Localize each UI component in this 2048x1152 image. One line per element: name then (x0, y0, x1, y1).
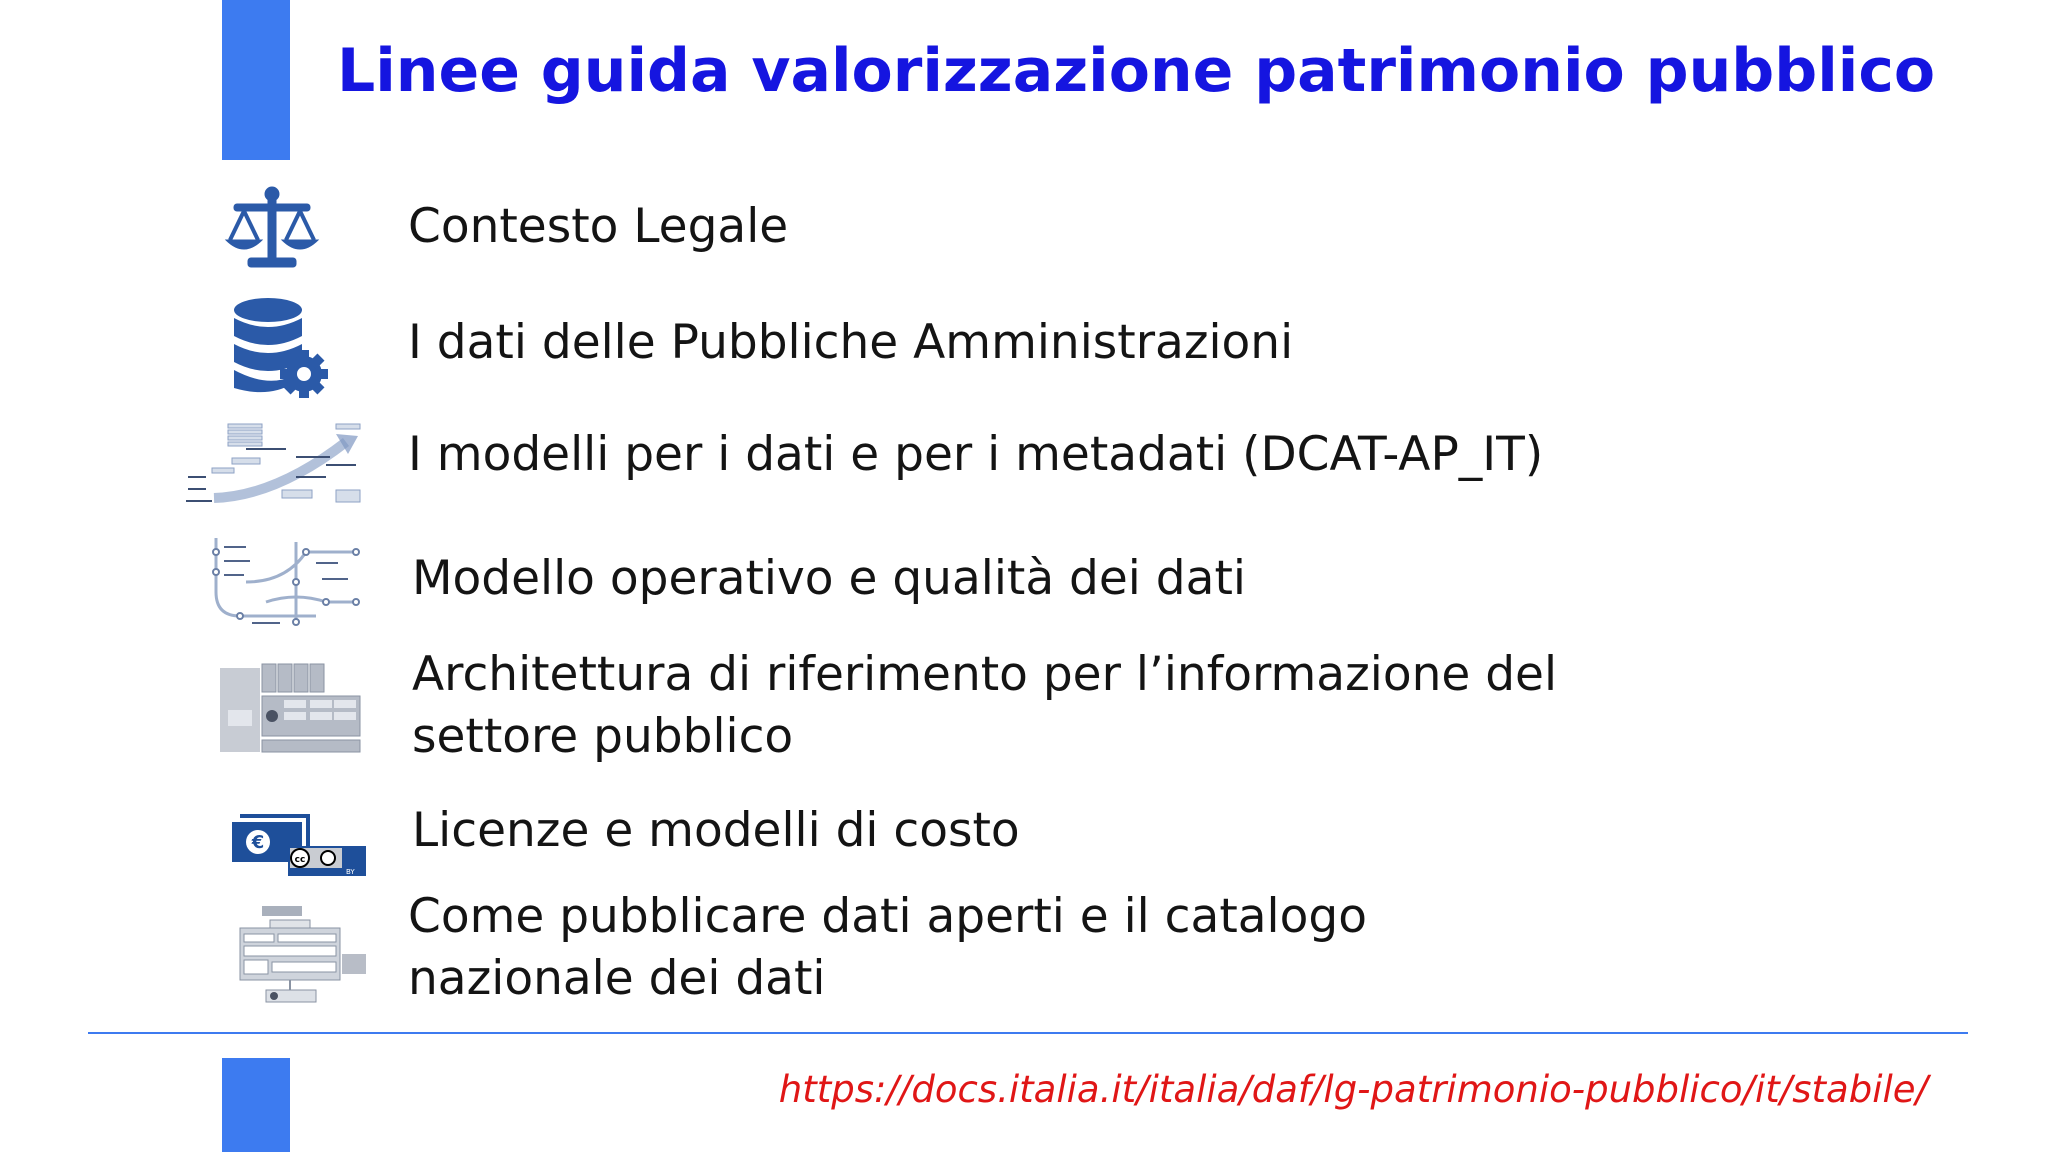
database-gear-icon (230, 296, 330, 400)
item-line: Licenze e modelli di costo (412, 803, 1020, 858)
catalog-diagram-icon (228, 904, 368, 1004)
item-architettura (412, 644, 1557, 768)
architecture-diagram-icon (218, 660, 362, 756)
item-pubblicare-catalogo (408, 886, 1367, 1010)
slide-title: Linee guida valorizzazione patrimonio pubblico (337, 36, 1936, 106)
item-line: I dati delle Pubbliche Amministrazioni (408, 315, 1294, 370)
item-line: nazionale dei dati (408, 951, 826, 1006)
footer-url-link[interactable]: https://docs.italia.it/italia/daf/lg-patrimonio-pubblico/it/stabile/ (778, 1068, 1928, 1111)
svg-text:€: € (251, 832, 265, 853)
item-modello-operativo (412, 548, 1246, 610)
license-euro-cc-icon (232, 814, 368, 878)
scales-icon (222, 184, 322, 272)
item-line: Contesto Legale (408, 199, 789, 254)
item-line: settore pubblico (412, 709, 794, 764)
item-modelli-metadati (408, 424, 1543, 486)
accent-bar-bottom (222, 1058, 290, 1152)
item-line: Architettura di riferimento per l’informazione del (412, 647, 1558, 702)
item-dati-pa (408, 312, 1293, 374)
item-line: Modello operativo e qualità dei dati (412, 551, 1246, 606)
svg-text:cc: cc (294, 855, 306, 865)
metadata-model-diagram-icon (186, 420, 366, 510)
footer-divider (88, 1032, 1968, 1034)
operational-model-map-icon (206, 532, 366, 632)
item-line: I modelli per i dati e per i metadati (DCAT-AP_IT) (408, 427, 1544, 482)
svg-text:BY: BY (346, 868, 355, 876)
item-licenze (412, 800, 1020, 862)
item-contesto-legale (408, 196, 788, 258)
item-line: Come pubblicare dati aperti e il catalogo (408, 889, 1367, 944)
accent-bar-top (222, 0, 290, 160)
